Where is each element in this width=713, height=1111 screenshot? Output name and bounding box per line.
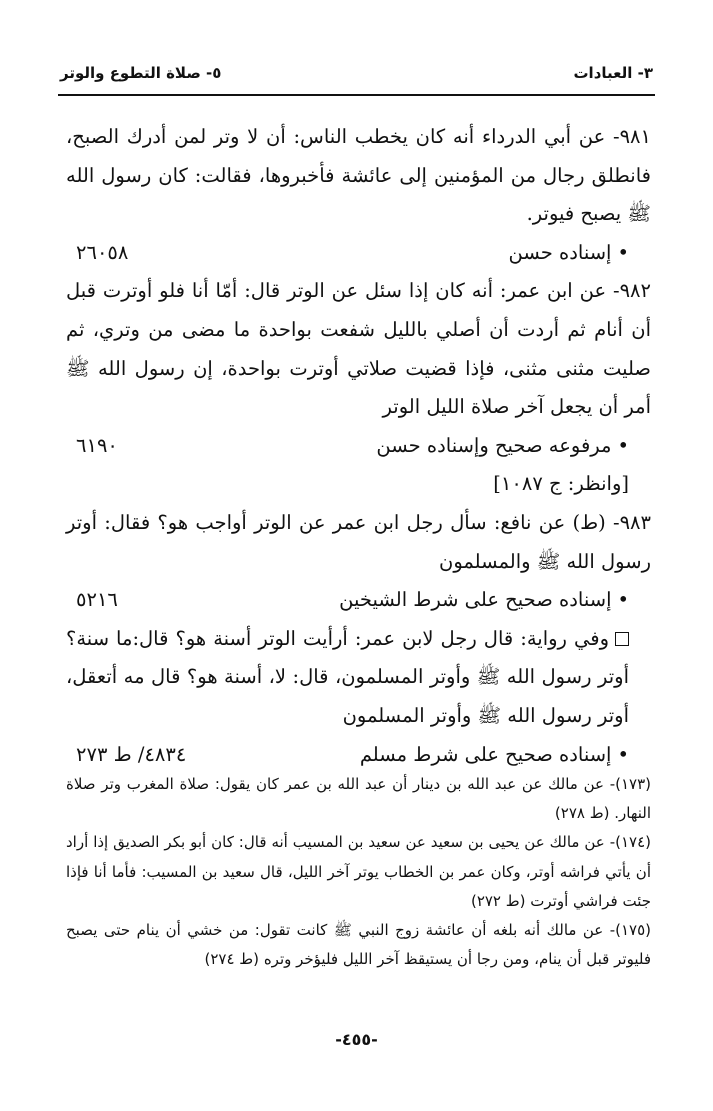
chapter-title: ٣- العبادات: [573, 64, 653, 82]
footnote-174: [66, 828, 651, 916]
page-number: -٤٥٥-: [335, 1030, 378, 1049]
hadith-981-grade-row: [66, 234, 651, 273]
hadith-983-ref: ٥٢١٦: [76, 588, 118, 612]
hadith-983-variant-ref: ٤٨٣٤/ ط ٢٧٣: [76, 742, 187, 766]
bullet-icon: •: [617, 240, 629, 264]
footnote-173: [66, 770, 651, 828]
bullet-icon: •: [617, 588, 629, 612]
hadith-983-variant-text: وفي رواية: قال رجل لابن عمر: أرأيت الوتر أسنة هو؟ قال:ما سنة؟ أوتر رسول الله ﷺ وأوتر المسلمون، قال: لا، أسنة هو؟ قال مه أتعقل، أوتر رسول الله ﷺ وأوتر المسلمون: [66, 626, 629, 727]
header-rule: [58, 94, 655, 96]
bullet-icon: •: [617, 742, 629, 766]
footnote-174-text: (١٧٤)- عن مالك عن يحيى بن سعيد عن سعيد بن المسيب أنه قال: كان أبو بكر الصديق إذا أراد أن يأتي فراشه أوتر، وكان عمر بن الخطاب يوتر آخر الليل، قال سعيد بن المسيب: فأما أنا فإذا جئت فراشي أوترت: [66, 833, 651, 910]
footnotes: [66, 770, 651, 974]
hadith-983-grade: إسناده صحيح على شرط الشيخين: [339, 588, 612, 612]
hadith-983-variant-grade: إسناده صحيح على شرط مسلم: [359, 742, 612, 766]
bullet-icon: •: [617, 433, 629, 457]
hadith-982-ref: ٦١٩٠: [76, 433, 118, 457]
section-title: ٥- صلاة التطوع والوتر: [60, 64, 222, 82]
footnote-175: [66, 916, 651, 974]
hadith-983-variant-grade-row: [66, 736, 651, 775]
hadith-981-ref: ٢٦٠٥٨: [76, 240, 129, 264]
hadith-981-text: ٩٨١- عن أبي الدرداء أنه كان يخطب الناس: أن لا وتر لمن أدرك الصبح، فانطلق رجال من المؤمنين إلى عائشة فأخبروها، فقالت: كان رسول الله ﷺ يصبح فيوتر.: [66, 125, 651, 226]
footnote-174-ref: (ط ٢٧٢): [470, 891, 526, 910]
main-text: [66, 118, 651, 774]
footnote-175-text: (١٧٥)- عن مالك أنه بلغه أن عائشة زوج النبي ﷺ كانت تقول: من خشي أن ينام حتى يصبح فليوتر قبل أن ينام، ومن رجا أن يستيقظ آخر الليل فليؤخر وتره: [66, 921, 651, 969]
footnote-173-ref: (ط ٢٧٨): [554, 804, 610, 823]
hadith-981-grade: إسناده حسن: [508, 240, 612, 264]
footnote-173-text: (١٧٣)- عن مالك عن عبد الله بن دينار أن عبد الله بن عمر كان يقول: صلاة المغرب وتر صلاة النهار.: [66, 775, 651, 823]
square-marker-icon: [615, 632, 629, 646]
hadith-982-text: ٩٨٢- عن ابن عمر: أنه كان إذا سئل عن الوتر قال: أمّا أنا فلو أوترت قبل أن أنام ثم أردت أن أصلي بالليل شفعت بواحدة ما مضى من وتري، ثم صليت مثنى مثنى، فإذا قضيت صلاتي أوترت بواحدة، إن رسول الله ﷺ أمر أن يجعل آخر صلاة الليل الوتر: [66, 279, 651, 419]
footnote-175-ref: (ط ٢٧٤): [204, 950, 260, 969]
hadith-983-grade-row: [66, 581, 651, 620]
hadith-982-see-also: [وانظر: ج ١٠٨٧]: [493, 472, 629, 496]
running-header: [60, 62, 653, 86]
hadith-982-grade: مرفوعه صحيح وإسناده حسن: [376, 433, 612, 457]
hadith-983-text: ٩٨٣- (ط) عن نافع: سأل رجل ابن عمر عن الوتر أواجب هو؟ فقال: أوتر رسول الله ﷺ والمسلمون: [66, 510, 651, 573]
hadith-982-grade-row: [66, 427, 651, 466]
hadith-983-variant: [66, 620, 651, 736]
